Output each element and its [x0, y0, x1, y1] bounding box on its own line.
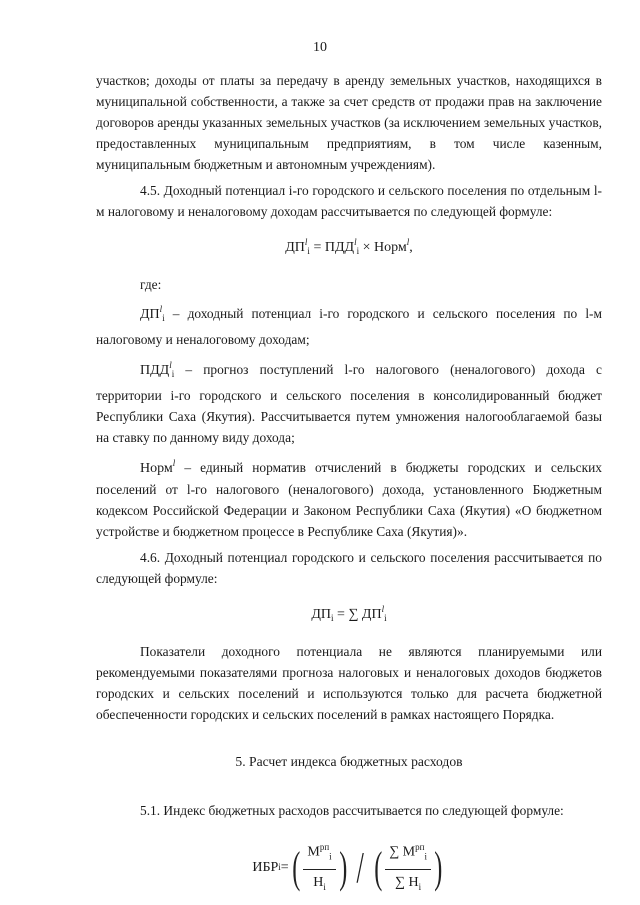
formula-ibr: ИБР i = ( $\frac{М^{рп}_i}{Н_i}$ ) / ( $\frac{\sum М^{рп}_i}{\sum Н_i}$ ): [96, 835, 602, 900]
fraction-right: ( $\frac{\sum М^{рп}_i}{\sum Н_i}$ ): [373, 842, 443, 893]
page-number: 10: [313, 40, 327, 55]
where-label: где:: [140, 277, 162, 292]
body-text: [96, 70, 602, 900]
definition-dp: $ДП^l_i$ – доходный потенциал i-го городского и сельского поселения по l-м налоговому и неналоговому доходам;: [96, 304, 602, 347]
paragraph-indicators: Показатели доходного потенциала не являются планируемыми или рекомендуемыми показателями прогноза налоговых и неналоговых доходов бюджетов городских и сельских поселений и используются только для расчета бюджетной обеспеченности городских и сельских поселений в рамках настоящего Порядка.: [96, 644, 602, 722]
paragraph-4-6: 4.6. Доходный потенциал городского и сельского поселения рассчитывается по следующей формуле:: [96, 550, 602, 586]
paragraph-5-1: 5.1. Индекс бюджетных расходов рассчитывается по следующей формуле:: [140, 803, 564, 818]
formula-dp-sum: $ДП_i$ = ∑ $ДП^l_i$: [311, 604, 387, 623]
definition-pdd: $ПДД^l_i$ – прогноз поступлений l-го налогового (неналогового) дохода с территории i-го городского и сельского поселения в консолидированный бюджет Республики Саха (Якутия). Рассчитывается путем умножения налогооблагаемой базы на ставку по данному виду дохода;: [96, 360, 602, 445]
paragraph-1: участков; доходы от платы за передачу в аренду земельных участков, находящихся в муниципальной собственности, а также за счет средств от продажи прав на заключение договоров аренды указанных земельных участков (за исключением земельных участков, предоставленных муниципальным предприятиям, в том числе казенным, муниципальным бюджетным и автономным учреждениям).: [96, 73, 602, 172]
formula-dp-l: $ДП^l_i = ПДД^l_i$ × Норм$^l$,: [285, 237, 413, 256]
section-title: 5. Расчет индекса бюджетных расходов: [235, 754, 463, 769]
definition-norm: Норм$^l$ – единый норматив отчислений в бюджеты городских и сельских поселений от l-го налогового (неналогового) дохода, установленного Бюджетным кодексом Российской Федерации и Законом Республики Саха (Якутия) «О бюджетном устройстве и бюджетном процессе в Республике Саха (Якутия)».: [96, 458, 602, 539]
fraction-left: ( $\frac{М^{рп}_i}{Н_i}$ ): [292, 842, 348, 893]
paragraph-4-5: 4.5. Доходный потенциал i-го городского и сельского поселения по отдельным l-м налоговому и неналоговому доходам рассчитывается по следующей формуле:: [96, 183, 602, 219]
